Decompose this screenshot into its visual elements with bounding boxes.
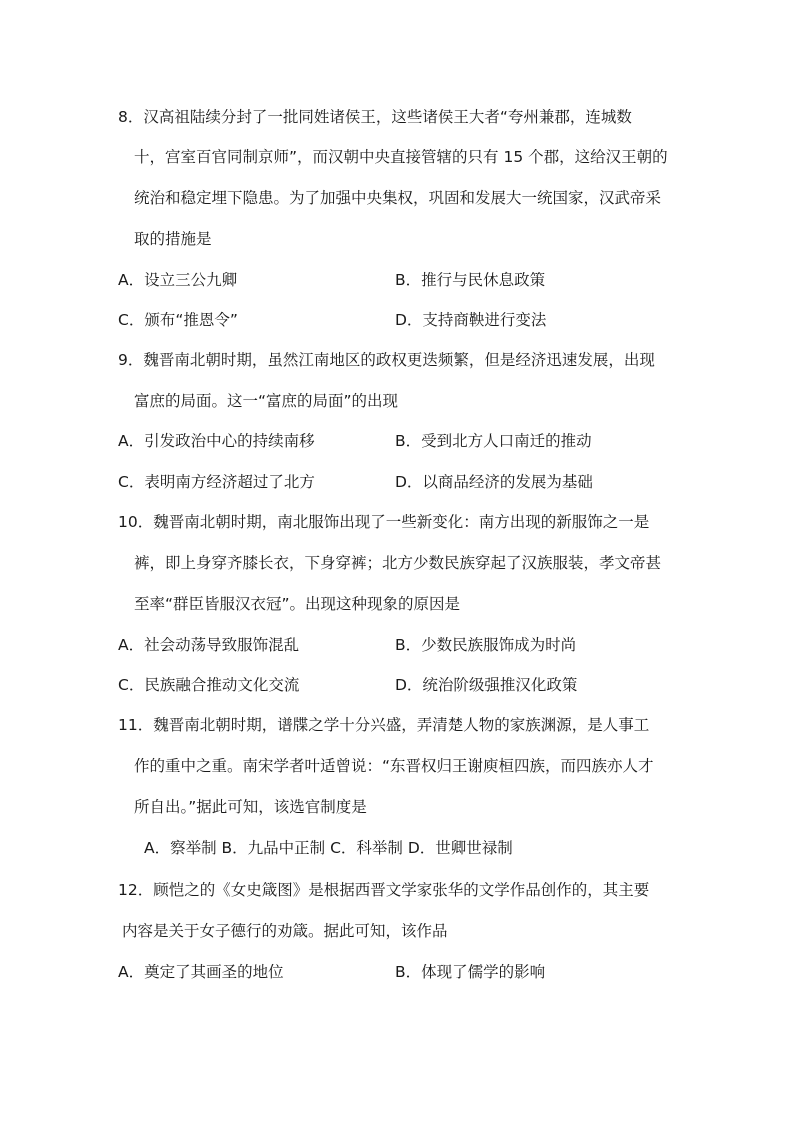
question-9-line-1: 9．魏晋南北朝时期，虽然江南地区的政权更迭频繁，但是经济迅速发展，出现 — [118, 351, 655, 369]
question-12-line-1: 12．顾恺之的《女史箴图》是根据西晋文学家张华的文学作品创作的，其主要 — [118, 881, 650, 899]
question-10-line-1: 10．魏晋南北朝时期，南北服饰出现了一些新变化：南方出现的新服饰之一是 — [118, 513, 650, 531]
question-10-option-c: C．民族融合推动文化交流 — [118, 676, 300, 694]
question-10-option-b: B．少数民族服饰成为时尚 — [395, 636, 577, 654]
question-9-option-c: C．表明南方经济超过了北方 — [118, 473, 315, 491]
question-11-options: A．察举制 B．九品中正制 C．科举制 D．世卿世禄制 — [144, 839, 513, 857]
question-10-option-a: A．社会动荡导致服饰混乱 — [118, 636, 300, 654]
question-12-line-2: 内容是关于女子德行的劝箴。据此可知，该作品 — [122, 922, 448, 940]
question-8-line-4: 取的措施是 — [134, 230, 212, 248]
question-11-line-2: 作的重中之重。南宋学者叶适曾说：“东晋权归王谢庾桓四族，而四族亦人才 — [134, 757, 654, 775]
question-10-option-d: D．统治阶级强推汉化政策 — [395, 676, 578, 694]
question-11-line-3: 所自出。”据此可知，该选官制度是 — [134, 798, 367, 816]
question-8-option-b: B．推行与民休息政策 — [395, 271, 546, 289]
question-8-option-a: A．设立三公九卿 — [118, 271, 238, 289]
question-8-line-3: 统治和稳定埋下隐患。为了加强中央集权，巩固和发展大一统国家，汉武帝采 — [134, 189, 662, 207]
question-12-option-a: A．奠定了其画圣的地位 — [118, 963, 284, 981]
question-8-option-d: D．支持商鞅进行变法 — [395, 311, 547, 329]
question-9-option-a: A．引发政治中心的持续南移 — [118, 432, 315, 450]
question-12-option-b: B．体现了儒学的影响 — [395, 963, 546, 981]
question-8-line-1: 8．汉高祖陆续分封了一批同姓诸侯王，这些诸侯王大者“夸州兼郡，连城数 — [118, 108, 632, 126]
question-9-option-d: D．以商品经济的发展为基础 — [395, 473, 593, 491]
question-8-line-2: 十，宫室百官同制京师”，而汉朝中央直接管辖的只有 15 个郡，这给汉王朝的 — [134, 148, 668, 166]
question-10-line-2: 裤，即上身穿齐膝长衣，下身穿裤；北方少数民族穿起了汉族服装，孝文帝甚 — [134, 554, 662, 572]
question-8-option-c: C．颁布“推恩令” — [118, 311, 238, 329]
question-11-line-1: 11．魏晋南北朝时期，谱牒之学十分兴盛，弄清楚人物的家族渊源，是人事工 — [118, 716, 650, 734]
question-9-line-2: 富庶的局面。这一“富庶的局面”的出现 — [134, 392, 399, 410]
question-10-line-3: 至率“群臣皆服汉衣冠”。出现这种现象的原因是 — [134, 595, 461, 613]
question-9-option-b: B．受到北方人口南迁的推动 — [395, 432, 592, 450]
